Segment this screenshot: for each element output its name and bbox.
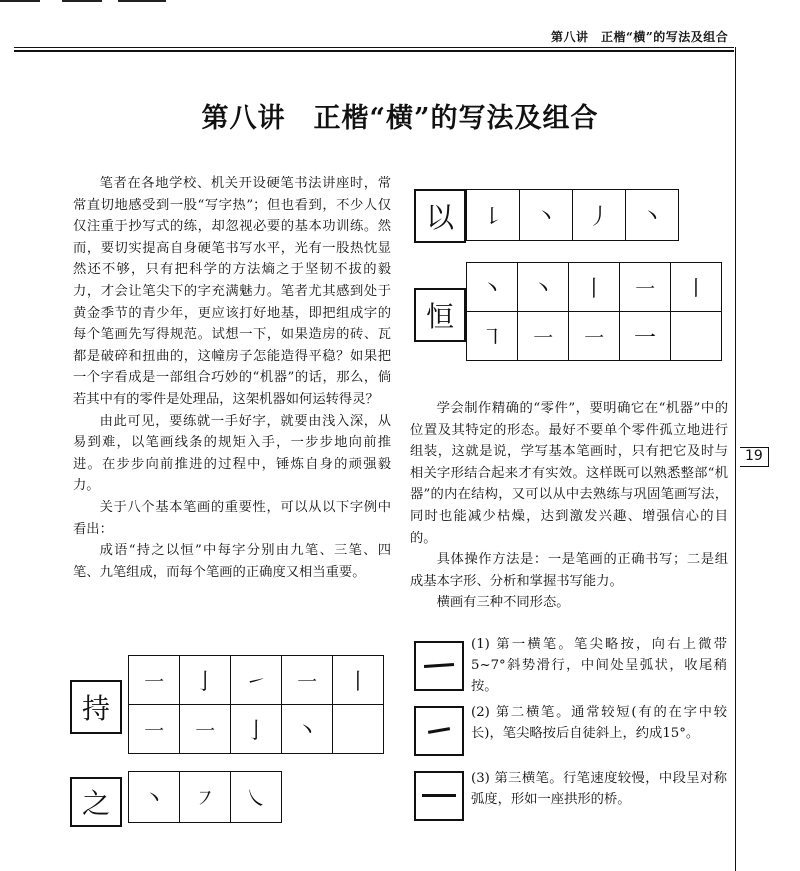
stroke-cell: 丨 [333, 656, 384, 705]
example-char-chi: 持 [70, 680, 122, 734]
stroke-mark [428, 727, 450, 734]
stroke-cell: ㇐ [129, 705, 180, 754]
header-rule-thick [14, 50, 734, 52]
stroke-cell: ㇐ [282, 656, 333, 705]
stroke-cell: ㇕ [467, 312, 518, 361]
heng-stroke-box-2 [414, 706, 464, 756]
stroke-grid-yi [466, 189, 679, 241]
example-char-yi: 以 [414, 189, 466, 243]
stroke-cell: ㇑ [671, 263, 722, 312]
stroke-cell: ㇏ [231, 772, 282, 823]
stroke-cell: 亅 [180, 656, 231, 705]
example-char-zhi: 之 [70, 777, 122, 827]
stroke-cell: 丨 [569, 263, 620, 312]
page-number-box [740, 447, 769, 467]
stroke-cell: ㇙ [467, 190, 520, 241]
stroke-mark [422, 794, 456, 797]
scan-top-marks [0, 0, 800, 6]
stroke-cell: 丶 [518, 263, 569, 312]
page-title: 第八讲 正楷“横”的写法及组合 [201, 103, 599, 134]
paragraph: 由此可见，要练就一手好字，就要由浅入深，从易到难，以笔画线条的规矩入手，一步步地向前推进。在步步向前推进的过程中，锤炼自身的顽强毅力。 [73, 413, 391, 494]
paragraph: 笔者在各地学校、机关开设硬笔书法讲座时，常常直切地感受到一股“写字热”；但也看到，不少人仅仅注重于抄写式的练，却忽视必要的基本功训练。然而，要切实提高自身硬笔书写水平，光有一股热忱显然还不够，只有把科学的方法熵之于坚韧不拔的毅力，才会让笔尖下的字充满魅力。笔者尤其感到处于黄金季节的青少年，更应该打好地基，即把组成字的每个笔画先写得规范。试想一下，如果造房的砖、瓦都是破碎和扭曲的，这幢房子怎能造得平稳？如果把一个字看成是一部组合巧妙的“机器”的话，那么，倘若其中有的零件是处理品，这架机器如何运转得灵？ [73, 176, 391, 407]
stroke-cell: ㇐ [569, 312, 620, 361]
running-header: 第八讲 正楷“横”的写法及组合 [551, 30, 729, 44]
stroke-cell: ㇇ [180, 772, 231, 823]
heng-type-1: (1) 第一横笔。笔尖略按，向右上微带5~7°斜势滑行，中间处呈弧状，收尾稍按。 [471, 637, 727, 694]
left-column [73, 173, 391, 583]
stroke-cell: ㇐ [518, 312, 569, 361]
stroke-grid-heng [466, 262, 722, 361]
stroke-cell: 丶 [467, 263, 518, 312]
heng-type-3: (3) 第三横笔。行笔速度较慢，中段呈对称弧度，形如一座拱形的桥。 [471, 771, 727, 807]
stroke-cell: 丶 [129, 772, 180, 823]
stroke-grid-chi [128, 655, 384, 754]
stroke-cell: 丶 [282, 705, 333, 754]
page-number: 19 [745, 448, 763, 464]
stroke-cell [671, 312, 722, 361]
right-column [410, 398, 728, 614]
stroke-cell: ㇀ [231, 656, 282, 705]
stroke-cell: ㇐ [180, 705, 231, 754]
stroke-cell: 丿 [573, 190, 626, 241]
stroke-cell: 亅 [231, 705, 282, 754]
stroke-cell: 丶 [520, 190, 573, 241]
paragraph: 成语“持之以恒”中每字分别由九笔、三笔、四笔、九笔组成，而每个笔画的正确度又相当重要。 [73, 543, 391, 580]
stroke-cell: ㇐ [620, 263, 671, 312]
stroke-cell [333, 705, 384, 754]
stroke-cell: 一 [620, 312, 671, 361]
paragraph: 学会制作精确的“零件”，要明确它在“机器”中的位置及其特定的形态。最好不要单个零件孤立地进行组装，这就是说，学写基本笔画时，只有把它及时与相关字形结合起来才有实效。这样既可以熟悉整部“机器”的内在结构，又可以从中去熟练与巩固笔画写法，同时也能减少枯燥，达到激发兴趣、增强信心的目的。 [410, 401, 728, 546]
margin-rule [735, 47, 736, 871]
paragraph: 关于八个基本笔画的重要性，可以从以下字例中看出： [73, 499, 391, 537]
stroke-mark [424, 663, 454, 668]
header-rule [14, 47, 734, 48]
stroke-cell: 丶 [626, 190, 679, 241]
stroke-cell: ㇐ [129, 656, 180, 705]
heng-stroke-box-1 [414, 641, 464, 691]
paragraph: 具体操作方法是：一是笔画的正确书写；二是组成基本字形、分析和掌握书写能力。 [410, 552, 728, 589]
stroke-grid-zhi [128, 771, 282, 823]
heng-type-2: (2) 第二横笔。通常较短(有的在字中较长)，笔尖略按后自徒斜上，约成15°。 [471, 705, 727, 741]
heng-stroke-box-3 [414, 771, 464, 821]
example-char-heng: 恒 [414, 288, 466, 342]
paragraph: 横画有三种不同形态。 [436, 595, 570, 611]
